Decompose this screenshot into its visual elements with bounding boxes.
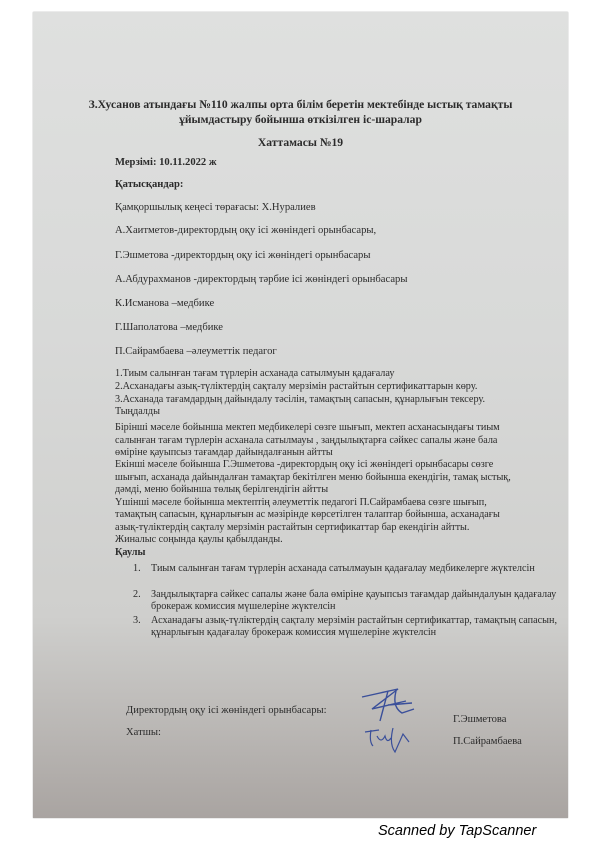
participant: Г.Шаполатова –медбике [115,322,223,333]
participant: А.Хаитметов-директордың оқу ісі жөніндегі орынбасары, [115,225,377,236]
resolution-item [133,589,573,615]
body-line: шығып, асханада дайындалған тамақтар бекітілген меню бойынша екендігін, тамақ ыстық, [115,472,511,483]
deputy-signature [358,687,418,723]
body-line: дәмді, меню бойынша төлық берілгендігін айтты [115,484,329,495]
agenda-item: 2.Асханадағы азық-түліктердің сақталу мерзімін растайтын сертификаттарын көру. [115,381,478,392]
resolution-item [133,615,573,641]
resolution-text: Тиым салынған тағам түрлерін асханада сатылмауын қадағалау медбикелерге жүктелсін [151,563,535,574]
protocol-number: Хаттамасы №19 [257,136,344,149]
body-line: салынған тағам түрлерін асханала сатылмауы , заңдылықтарға сәйкес сапалы және бала [115,435,498,446]
resolution-number: 3. [133,615,141,626]
resolution-text: Асханадағы азық-түліктердің сақталу мерзімін растайтын сертификаттар, тамақтың сапасын, құнарлығын қадағалау брокераж комиссия мүшелеріне жүктелсін [151,615,557,638]
deputy-name: Г.Эшметова [453,714,507,725]
heard-label: Тыңдалды [115,406,160,417]
agenda-item: 1.Тиым салынған тағам түрлерін асханада сатылмуын қадағалау [115,368,395,379]
body-line: өміріне қауыпсыз тағамдар дайындалғанын айтты [115,447,333,458]
secretary-signature [363,724,413,754]
deputy-label: Директордың оқу ісі жөніндегі орынбасары: [126,705,327,716]
participant: К.Исманова –медбике [115,298,215,309]
body-line: Жиналыс соңында қаулы қабылданды. [115,534,283,545]
body-line: азық-түліктердің сақталу мерзімін растайтын сертификаттар бар екендігін айтты. [115,522,470,533]
secretary-name: П.Сайрамбаева [453,736,522,747]
resolution-text: Заңдылықтарға сәйкес сапалы және бала өміріне қауыпсыз тағамдар дайындалуын қадағалау брокераж комиссия мүшелеріне жүктелсін [151,589,557,612]
resolution-heading: Қаулы [115,547,146,558]
resolution-number: 1. [133,563,141,574]
body-line: Екінші мәселе бойынша Г.Эшметова -директордың оқу ісі жөніндегі орынбасары сөзге [115,459,494,470]
participants-heading: Қатысқандар: [115,179,184,190]
resolution-item [133,563,573,589]
body-line: Бірінші мәселе бойынша мектеп медбикелері сөзге шығып, мектеп асханасындағы тиым [115,422,500,433]
body-line: Үшінші мәселе бойынша мектептің әлеуметтік педагогі П.Сайрамбаева сөзге шығып, [115,497,487,508]
participant: А.Абдурахманов -директордың тәрбие ісі жөніндегі орынбасары [115,274,408,285]
document-title-line-1: З.Хусанов атындағы №110 жалпы орта білім беретін мектебінде ыстық тамақты [88,98,513,111]
resolution-number: 2. [133,589,141,600]
document-title-line-2: ұйымдастыру бойынша өткізілген іс-шаралар [179,113,422,126]
scanned-page [33,12,568,818]
participant: П.Сайрамбаева –әлеуметтік педагог [115,346,277,357]
meeting-date: Мерзімі: 10.11.2022 ж [115,157,217,168]
scanner-watermark: Scanned by TapScanner [378,823,537,839]
participant: Қамқоршылық кеңесі төрағасы: Х.Нуралиев [115,202,316,213]
participant: Г.Эшметова -директордың оқу ісі жөніндегі орынбасары [115,250,371,261]
agenda-item: 3.Асханада тағамдардың дайындалу тәсілін, тамақтың сапасын, құнарлығын тексеру. [115,394,486,405]
secretary-label: Хатшы: [126,727,161,738]
body-line: тамақтың сапасын, құнарлығын ас мәзірінде көрсетілген талаптар бойынша, асханадағы [115,509,500,520]
